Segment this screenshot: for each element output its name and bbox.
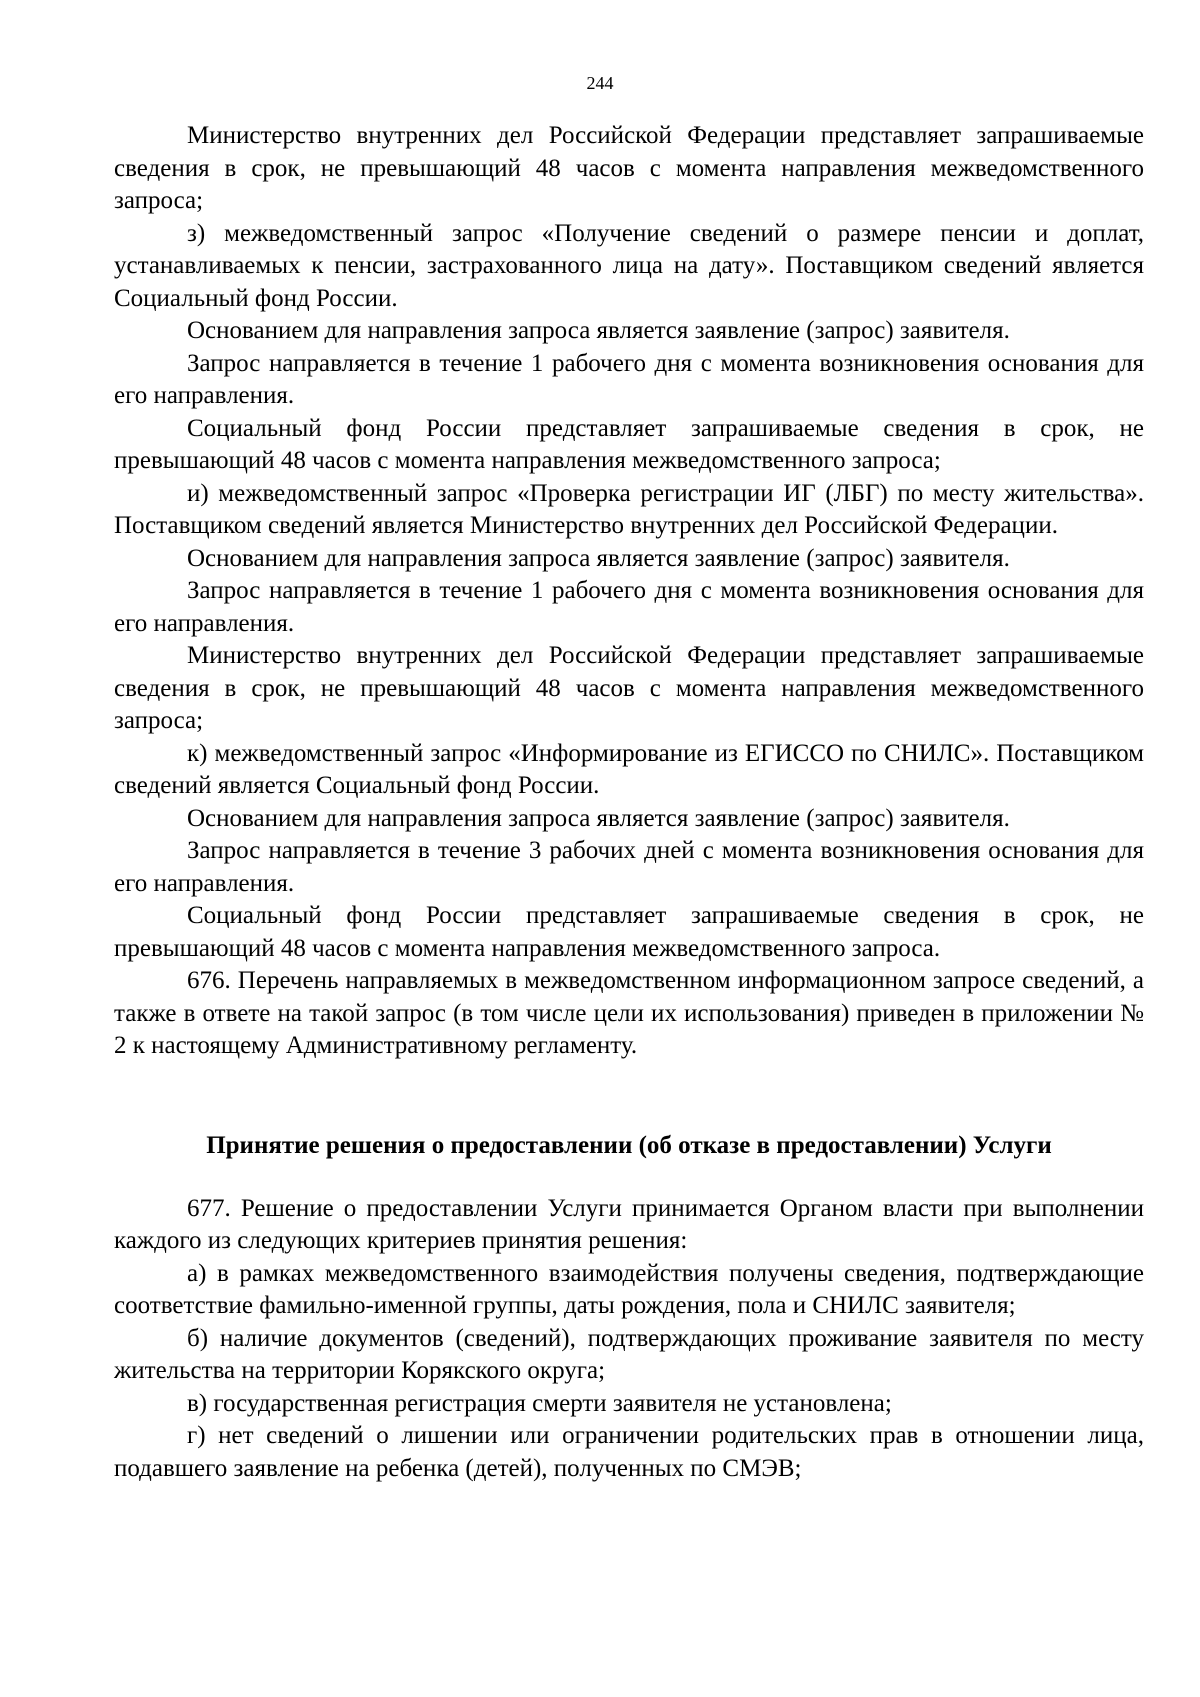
paragraph: г) нет сведений о лишении или ограничении родительских прав в отношении лица, подавшего заявление на ребенка (детей), полученных по СМЭВ; bbox=[114, 1422, 1144, 1482]
paragraph: Министерство внутренних дел Российской Федерации представляет запрашиваемые сведения в срок, не превышающий 48 часов с момента направления межведомственного запроса; bbox=[114, 642, 1144, 734]
paragraph: Запрос направляется в течение 3 рабочих дней с момента возникновения основания для его направления. bbox=[114, 837, 1144, 897]
paragraph: б) наличие документов (сведений), подтверждающих проживание заявителя по месту жительства на территории Корякского округа; bbox=[114, 1324, 1144, 1384]
paragraph: а) в рамках межведомственного взаимодействия получены сведения, подтверждающие соответствие фамильно-именной группы, даты рождения, пола и СНИЛС заявителя; bbox=[114, 1259, 1144, 1319]
paragraph: Запрос направляется в течение 1 рабочего дня с момента возникновения основания для его направления. bbox=[114, 577, 1144, 637]
paragraph: Основанием для направления запроса является заявление (запрос) заявителя. bbox=[187, 544, 1010, 572]
paragraph: Социальный фонд России представляет запрашиваемые сведения в срок, не превышающий 48 часов с момента направления межведомственного запроса. bbox=[114, 902, 1144, 962]
paragraph: Основанием для направления запроса является заявление (запрос) заявителя. bbox=[187, 804, 1010, 832]
paragraph: з) межведомственный запрос «Получение сведений о размере пенсии и доплат, устанавливаемых к пенсии, застрахованного лица на дату». Поставщиком сведений является Социальный фонд России. bbox=[114, 219, 1144, 312]
paragraph: Запрос направляется в течение 1 рабочего дня с момента возникновения основания для его направления. bbox=[114, 349, 1144, 409]
paragraph: Основанием для направления запроса является заявление (запрос) заявителя. bbox=[187, 317, 1010, 344]
body-text bbox=[114, 120, 1144, 1063]
paragraph: к) межведомственный запрос «Информирование из ЕГИССО по СНИЛС». Поставщиком сведений является Социальный фонд России. bbox=[114, 739, 1144, 799]
paragraph: 677. Решение о предоставлении Услуги принимается Органом власти при выполнении каждого из следующих критериев принятия решения: bbox=[114, 1194, 1144, 1254]
paragraph: и) межведомственный запрос «Проверка регистрации ИГ (ЛБГ) по месту жительства». Поставщиком сведений является Министерство внутренних дел Российской Федерации. bbox=[114, 479, 1144, 539]
section-heading: Принятие решения о предоставлении (об отказе в предоставлении) Услуги bbox=[206, 1132, 1052, 1159]
paragraph: Социальный фонд России представляет запрашиваемые сведения в срок, не превышающий 48 часов с момента направления межведомственного запроса; bbox=[114, 414, 1144, 474]
paragraph: Министерство внутренних дел Российской Федерации представляет запрашиваемые сведения в срок, не превышающий 48 часов с момента направления межведомственного запроса; bbox=[114, 122, 1144, 214]
paragraph: в) государственная регистрация смерти заявителя не установлена; bbox=[187, 1389, 892, 1417]
decision-section bbox=[114, 1130, 1144, 1485]
paragraph: 676. Перечень направляемых в межведомственном информационном запросе сведений, а также в ответе на такой запрос (в том числе цели их использования) приведен в приложении № 2 к настоящему Административному регламенту. bbox=[114, 967, 1144, 1059]
page-number: 244 bbox=[586, 73, 614, 93]
